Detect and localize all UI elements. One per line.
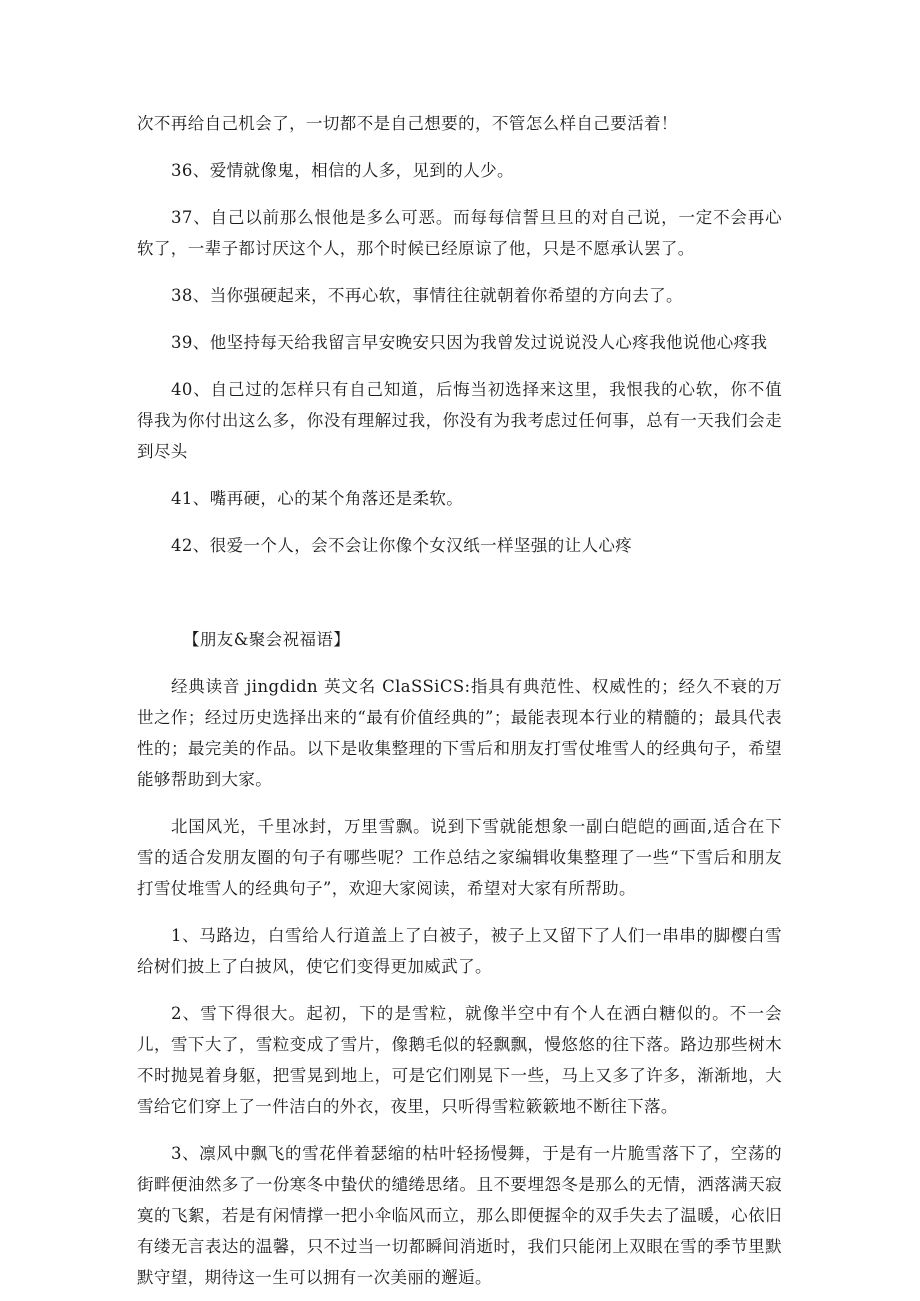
snow-sentence-3: 3、凛风中飘飞的雪花伴着瑟缩的枯叶轻扬慢舞，于是有一片脆雪落下了，空荡的街畔便油然多了一份寒冬中蛰伏的缱绻思绪。且不要埋怨冬是那么的无情，洒落满天寂寞的飞絮，若是有闲情撑一把小伞临风而立，那么即便握伞的双手失去了温暖，心依旧有缕无言表达的温馨，只不过当一切都瞬间消逝时，我们只能闭上双眼在雪的季节里默默守望，期待这一生可以拥有一次美丽的邂逅。 <box>137 1144 782 1287</box>
quote-39: 39、他坚持每天给我留言早安晚安只因为我曾发过说说没人心疼我他说他心疼我 <box>171 333 768 352</box>
quote-36: 36、爱情就像鬼，相信的人多，见到的人少。 <box>171 161 514 180</box>
intro-paragraph-2: 北国风光，千里冰封，万里雪飘。说到下雪就能想象一副白皑皑的画面,适合在下雪的适合发朋友圈的句子有哪些呢？工作总结之家编辑收集整理了一些“下雪后和朋友打雪仗堆雪人的经典句子”，欢迎大家阅读，希望对大家有所帮助。 <box>137 817 782 898</box>
document-page <box>137 108 782 1293</box>
quote-37: 37、自己以前那么恨他是多么可恶。而每每信誓旦旦的对自己说，一定不会再心软了，一辈子都讨厌这个人，那个时候已经原谅了他，只是不愿承认罢了。 <box>137 208 782 258</box>
snow-sentence-2: 2、雪下得很大。起初，下的是雪粒，就像半空中有个人在洒白糖似的。不一会儿，雪下大了，雪粒变成了雪片，像鹅毛似的轻飘飘，慢悠悠的往下落。路边那些树木不时抛晃着身躯，把雪晃到地上，可是它们刚晃下一些，马上又多了许多，渐渐地，大雪给它们穿上了一件洁白的外衣，夜里，只听得雪粒簌簌地不断往下落。 <box>137 1004 782 1116</box>
quote-41: 41、嘴再硬，心的某个角落还是柔软。 <box>171 489 464 508</box>
quote-42: 42、很爱一个人，会不会让你像个女汉纸一样坚强的让人心疼 <box>171 536 633 555</box>
section-heading: 【朋友&聚会祝福语】 <box>183 630 351 649</box>
quote-40: 40、自己过的怎样只有自己知道，后悔当初选择来这里，我恨我的心软，你不值得我为你付出这么多，你没有理解过我，你没有为我考虑过任何事，总有一天我们会走到尽头 <box>137 380 782 461</box>
snow-sentence-1: 1、马路边，白雪给人行道盖上了白被子，被子上又留下了人们一串串的脚樱白雪给树们披上了白披风，使它们变得更加威武了。 <box>137 926 782 976</box>
quote-38: 38、当你强硬起来，不再心软，事情往往就朝着你希望的方向去了。 <box>171 286 683 305</box>
continued-paragraph: 次不再给自己机会了，一切都不是自己想要的，不管怎么样自己要活着！ <box>137 114 678 133</box>
intro-paragraph: 经典读音 jingdidn 英文名 ClaSSiCS:指具有典范性、权威性的；经久不衰的万世之作；经过历史选择出来的“最有价值经典的”；最能表现本行业的精髓的；最具代表性的；最完美的作品。以下是收集整理的下雪后和朋友打雪仗堆雪人的经典句子，希望能够帮助到大家。 <box>137 677 782 789</box>
